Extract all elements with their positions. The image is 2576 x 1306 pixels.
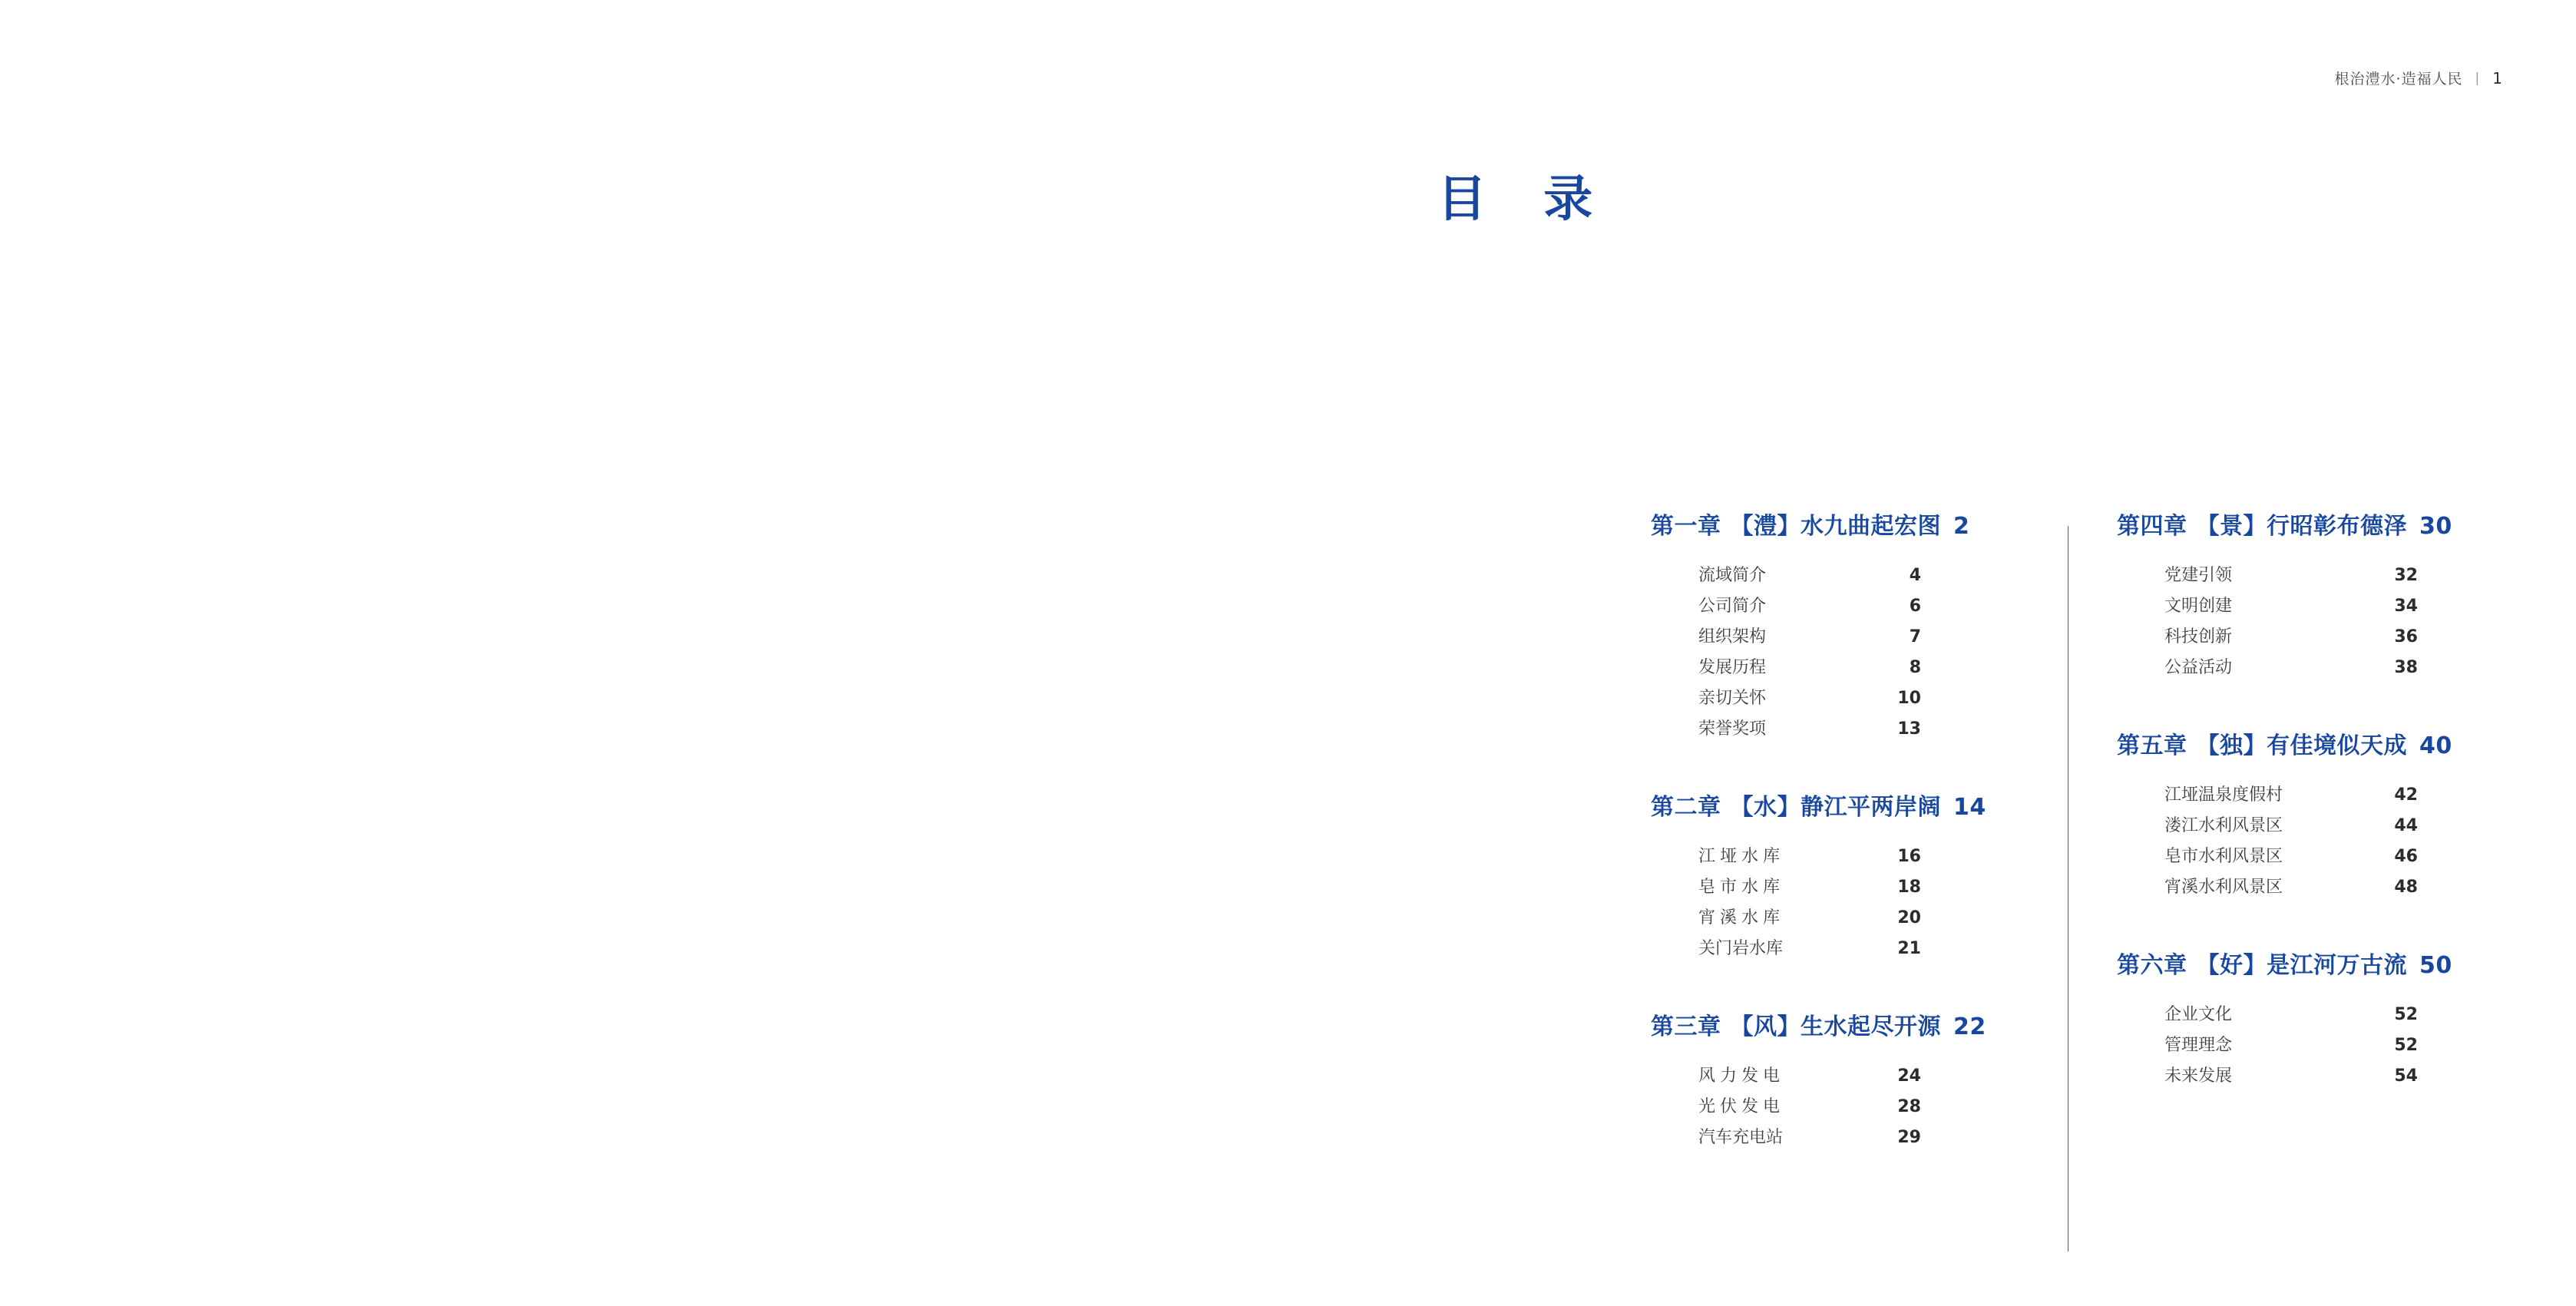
toc-entry-page: 36: [2394, 627, 2418, 646]
toc-entry[interactable]: [2164, 653, 2418, 683]
toc-entry-page: 18: [1897, 878, 1921, 897]
chapter-number: 第六章: [2117, 952, 2187, 979]
toc-column-right: [2117, 507, 2485, 1092]
toc-entry-page: 21: [1897, 939, 1921, 958]
chapter-title: 【景】行昭彰布德泽: [2196, 513, 2407, 540]
toc-entry-page: 16: [1897, 847, 1921, 866]
toc-entry-page: 44: [2394, 816, 2418, 835]
chapter-heading[interactable]: [1651, 507, 2019, 541]
toc-entry[interactable]: [2164, 872, 2418, 903]
toc-entry[interactable]: [1698, 1061, 1921, 1092]
toc-entry[interactable]: [1698, 841, 1921, 872]
toc-entry[interactable]: [2164, 1061, 2418, 1092]
toc-entry-label: 公司简介: [1698, 597, 1767, 616]
chapter-block: [2117, 946, 2485, 1092]
chapter-entries: [1698, 1061, 2019, 1153]
toc-entry-page: 32: [2394, 566, 2418, 585]
toc-entry-label: 江垭温泉度假村: [2164, 785, 2283, 805]
toc-entry[interactable]: [2164, 780, 2418, 811]
chapter-title: 【澧】水九曲起宏图: [1730, 513, 1941, 540]
toc-entry-label: 未来发展: [2164, 1066, 2233, 1086]
chapter-page-number: 30: [2419, 513, 2452, 540]
toc-column-left: [1651, 507, 2019, 1153]
chapter-heading[interactable]: [2117, 507, 2485, 541]
chapter-number: 第三章: [1651, 1013, 1721, 1040]
chapter-block: [2117, 726, 2485, 903]
toc-entry-label: 企业文化: [2164, 1005, 2233, 1024]
toc-entry[interactable]: [1698, 653, 1921, 683]
chapter-heading[interactable]: [1651, 788, 2019, 822]
chapter-title: 【好】是江河万古流: [2196, 952, 2407, 979]
toc-entry-page: 7: [1909, 627, 1921, 646]
chapter-entries: [2164, 780, 2485, 903]
chapter-page-number: 50: [2419, 952, 2452, 979]
chapter-page-number: 22: [1953, 1013, 1986, 1040]
toc-entry-label: 风力发电: [1698, 1066, 1785, 1086]
toc-entry[interactable]: [1698, 903, 1921, 934]
toc-entry-page: 6: [1909, 597, 1921, 616]
chapter-heading[interactable]: [2117, 726, 2485, 760]
toc-entry[interactable]: [1698, 622, 1921, 653]
toc-entry-label: 关门岩水库: [1698, 939, 1784, 958]
toc-entry-page: 13: [1897, 719, 1921, 739]
page-title: 目 录: [1437, 171, 1613, 228]
toc-entry-page: 54: [2394, 1066, 2418, 1086]
toc-entry-page: 24: [1897, 1066, 1921, 1086]
chapter-entries: [2164, 1000, 2485, 1092]
chapter-title: 【独】有佳境似天成: [2196, 732, 2407, 759]
toc-entry[interactable]: [1698, 934, 1921, 964]
toc-entry-label: 流域简介: [1698, 566, 1767, 585]
toc-entry-label: 亲切关怀: [1698, 689, 1767, 708]
toc-entry-label: 组织架构: [1698, 627, 1767, 646]
toc-entry-label: 皂市水库: [1698, 878, 1785, 897]
toc-entry[interactable]: [2164, 1000, 2418, 1030]
toc-entry-label: 管理理念: [2164, 1036, 2233, 1055]
chapter-entries: [1698, 560, 2019, 745]
chapter-block: [1651, 788, 2019, 964]
toc-entry[interactable]: [1698, 1122, 1921, 1153]
chapter-heading[interactable]: [2117, 946, 2485, 980]
running-head: [2334, 68, 2503, 88]
toc-entry[interactable]: [1698, 560, 1921, 591]
running-head-text: 根治澧水·造福人民: [2334, 71, 2463, 88]
chapter-number: 第五章: [2117, 732, 2187, 759]
toc-entry-label: 宵溪水库: [1698, 908, 1785, 927]
running-head-page-number: 1: [2492, 68, 2503, 88]
toc-entry-label: 文明创建: [2164, 597, 2233, 616]
chapter-block: [2117, 507, 2485, 683]
toc-entry[interactable]: [2164, 591, 2418, 622]
toc-entry-label: 荣誉奖项: [1698, 719, 1767, 739]
toc-entry[interactable]: [2164, 811, 2418, 841]
toc-entry[interactable]: [1698, 714, 1921, 745]
toc-entry[interactable]: [2164, 560, 2418, 591]
running-head-separator: |: [2475, 70, 2481, 86]
toc-entry-label: 宵溪水利风景区: [2164, 878, 2283, 897]
chapter-number: 第一章: [1651, 513, 1721, 540]
toc-entry-page: 28: [1897, 1097, 1921, 1116]
chapter-entries: [2164, 560, 2485, 683]
toc-entry-page: 10: [1897, 689, 1921, 708]
toc-entry[interactable]: [1698, 872, 1921, 903]
chapter-entries: [1698, 841, 2019, 964]
toc-entry-label: 溇江水利风景区: [2164, 816, 2283, 835]
toc-entry-page: 8: [1909, 658, 1921, 677]
chapter-page-number: 2: [1953, 513, 1970, 540]
chapter-page-number: 40: [2419, 732, 2452, 759]
toc-entry-page: 52: [2394, 1036, 2418, 1055]
toc-entry-page: 29: [1897, 1128, 1921, 1147]
toc-entry[interactable]: [1698, 1092, 1921, 1122]
toc-entry-label: 江垭水库: [1698, 847, 1785, 866]
chapter-number: 第二章: [1651, 794, 1721, 821]
toc-entry-label: 科技创新: [2164, 627, 2233, 646]
toc-entry-label: 党建引领: [2164, 566, 2233, 585]
toc-entry-label: 公益活动: [2164, 658, 2233, 677]
chapter-page-number: 14: [1953, 794, 1986, 821]
toc-entry-page: 38: [2394, 658, 2418, 677]
toc-entry[interactable]: [2164, 1030, 2418, 1061]
toc-entry-page: 4: [1909, 566, 1921, 585]
toc-entry-label: 光伏发电: [1698, 1097, 1785, 1116]
toc-entry-label: 皂市水利风景区: [2164, 847, 2283, 866]
toc-columns: [1651, 507, 2515, 1251]
chapter-heading[interactable]: [1651, 1007, 2019, 1041]
toc-entry-page: 34: [2394, 597, 2418, 616]
chapter-title: 【水】静江平两岸阔: [1730, 794, 1941, 821]
chapter-number: 第四章: [2117, 513, 2187, 540]
toc-entry-page: 48: [2394, 878, 2418, 897]
toc-entry[interactable]: [2164, 841, 2418, 872]
toc-entry-page: 20: [1897, 908, 1921, 927]
chapter-title: 【风】生水起尽开源: [1730, 1013, 1941, 1040]
toc-entry-label: 发展历程: [1698, 658, 1767, 677]
toc-entry-page: 42: [2394, 785, 2418, 805]
toc-entry[interactable]: [2164, 622, 2418, 653]
chapter-block: [1651, 507, 2019, 745]
toc-entry-page: 52: [2394, 1005, 2418, 1024]
chapter-block: [1651, 1007, 2019, 1153]
toc-entry-page: 46: [2394, 847, 2418, 866]
toc-entry-label: 汽车充电站: [1698, 1128, 1784, 1147]
toc-entry[interactable]: [1698, 591, 1921, 622]
toc-entry[interactable]: [1698, 683, 1921, 714]
